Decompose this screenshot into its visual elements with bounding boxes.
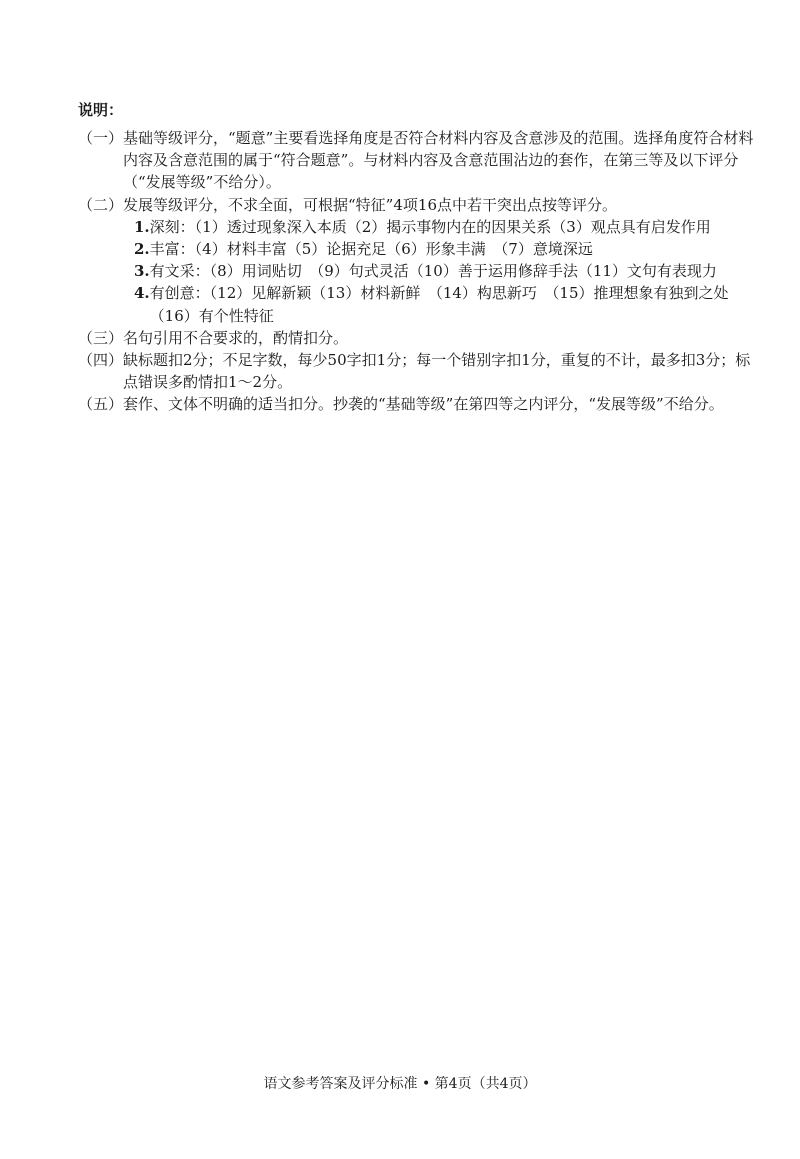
feature-text: 有创意：（12）见解新颖（13）材料新鲜 （14）构思新巧 （15）推理想象有独到之处 （16）有个性特征 (149, 284, 744, 325)
note-label: （二） (78, 195, 124, 214)
feature-text: 有文采：（8）用词贴切 （9）句式灵活（10）善于运用修辞手法（11）文句有表现力 (149, 262, 717, 281)
feature-number: 2. (134, 240, 150, 259)
feature-number: 4. (134, 284, 150, 303)
feature-item-3 (134, 260, 758, 282)
feature-list (134, 216, 758, 327)
note-item-1 (78, 127, 758, 194)
note-item-2 (78, 194, 758, 216)
notes-list (78, 127, 758, 416)
note-item-4 (78, 349, 758, 393)
page-footer: 语文参考答案及评分标准 • 第4页（共4页） (263, 1076, 537, 1092)
note-text: 发展等级评分，不求全面，可根据“特征”4项16点中若干突出点按等评分。 (123, 195, 617, 214)
note-text: 名句引用不合要求的，酌情扣分。 (123, 328, 349, 347)
section-heading: 说明： (78, 101, 124, 119)
feature-item-2 (134, 238, 758, 260)
feature-text: 深刻：（1）透过现象深入本质（2）揭示事物内在的因果关系（3）观点具有启发作用 (149, 217, 711, 236)
feature-number: 3. (134, 262, 150, 281)
note-label: （一） (78, 129, 124, 147)
note-label: （三） (78, 328, 124, 347)
note-item-5 (78, 393, 758, 415)
note-text: 缺标题扣2分；不足字数，每少50字扣1分；每一个错别字扣1分，重复的不计，最多扣3分；标点错误多酌情扣1～2分。 (123, 351, 751, 392)
note-label: （四） (78, 351, 124, 370)
feature-text: 丰富：（4）材料丰富（5）论据充足（6）形象丰满 （7）意境深远 (149, 240, 593, 259)
feature-item-4 (134, 282, 758, 326)
feature-number: 1. (134, 217, 150, 236)
note-label: （五） (78, 395, 124, 414)
note-text: 套作、文体不明确的适当扣分。抄袭的“基础等级”在第四等之内评分，“发展等级”不给分。 (123, 395, 724, 414)
note-text: 基础等级评分，“题意”主要看选择角度是否符合材料内容及含意涉及的范围。选择角度符合材料内容及含意范围的属于“符合题意”。与材料内容及含意范围沾边的套作，在第三等及以下评分（“发展等级”不给分）。 (123, 129, 754, 192)
note-item-3 (78, 327, 758, 349)
feature-item-1 (134, 216, 758, 238)
